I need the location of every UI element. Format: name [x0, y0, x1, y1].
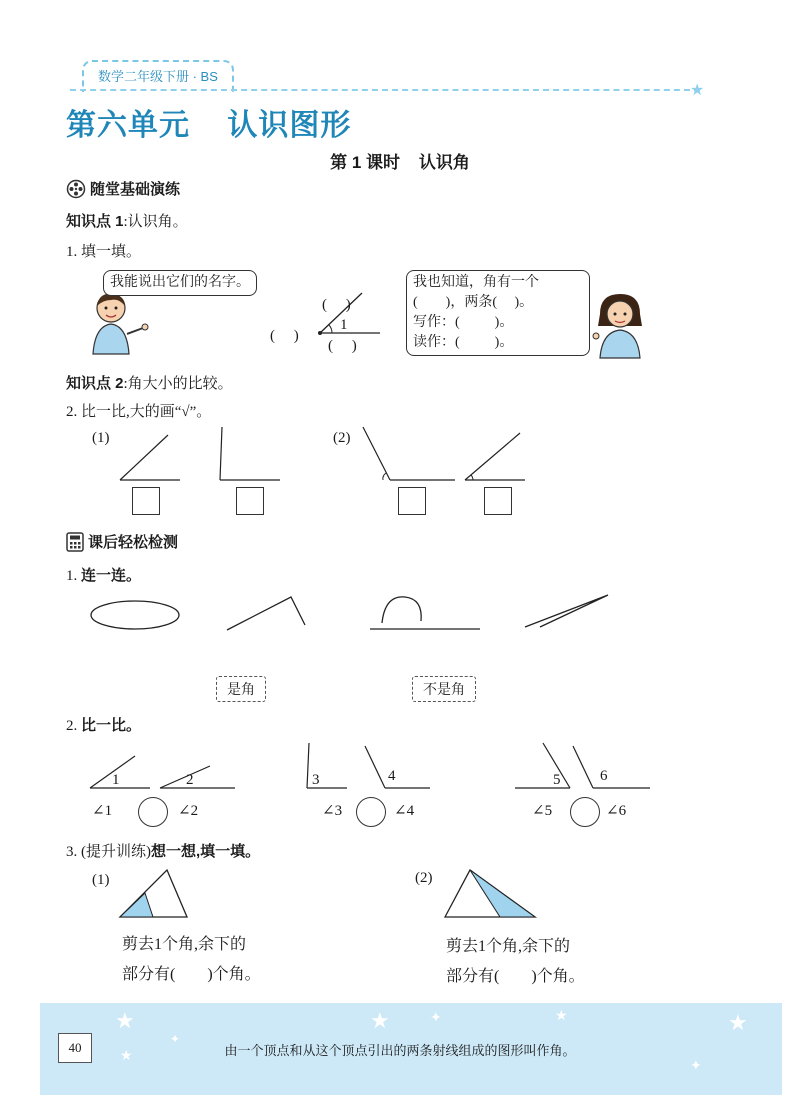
label-not-angle[interactable]: 不是角: [412, 676, 476, 702]
question-number: 2.: [66, 404, 78, 420]
check-box[interactable]: [398, 487, 426, 515]
question-number: 2.: [66, 718, 78, 734]
question-number: 3.: [66, 844, 78, 860]
part-label-2: (2): [333, 430, 351, 446]
question-1: [66, 240, 141, 261]
triangle-1: [115, 865, 195, 921]
bubble-line-2[interactable]: ( )，两条( )。: [413, 295, 534, 310]
compare-circle-3[interactable]: [570, 797, 600, 827]
compare-angles-part-1: [110, 425, 310, 490]
homework-question-3: [66, 840, 260, 861]
kp-label: 知识点 2: [66, 375, 124, 392]
part-label-1: (1): [92, 872, 110, 888]
section-heading-practice: [66, 178, 180, 199]
star-icon: ★: [370, 1008, 390, 1033]
q3-part2-line2[interactable]: 部分有( )个角。: [446, 968, 585, 985]
question-number: 1.: [66, 568, 78, 584]
section-title: 随堂基础演练: [90, 181, 181, 198]
triangle-2: [440, 865, 540, 921]
girl-illustration: [590, 292, 650, 360]
angle-label-1: 1: [112, 772, 120, 788]
blank-left[interactable]: ( ): [270, 328, 299, 344]
check-box[interactable]: [132, 487, 160, 515]
angle-label-4: 4: [388, 768, 396, 784]
part-label-1: (1): [92, 430, 110, 446]
angle-label-6: 6: [600, 768, 608, 784]
boy-speech-bubble: 我能说出它们的名字。: [103, 270, 257, 296]
angle-label-2: 2: [186, 772, 194, 788]
bubble-line-4[interactable]: 读作：( )。: [413, 335, 514, 350]
question-2: [66, 400, 211, 421]
angle-mark-label: 1: [340, 317, 348, 333]
question-text: 比一比,大的画“√”。: [81, 404, 212, 420]
header-divider: [70, 89, 700, 91]
compare-circle-1[interactable]: [138, 797, 168, 827]
part-label-2: (2): [415, 870, 433, 886]
knowledge-point-2: [66, 372, 233, 393]
bubble-line-1: 我也知道，角有一个: [413, 275, 539, 290]
angle-shape: [227, 597, 305, 630]
book-tab: 数学二年级下册 · BS: [82, 60, 234, 92]
girl-speech-bubble: [406, 270, 590, 356]
star-icon: ✦: [170, 1032, 181, 1046]
label-is-angle[interactable]: 是角: [216, 676, 266, 702]
page-number: 40: [58, 1033, 92, 1063]
compare-angles-part-2: [355, 425, 535, 490]
boy-illustration: [85, 290, 155, 360]
check-box[interactable]: [236, 487, 264, 515]
star-icon: ★: [115, 1008, 135, 1033]
film-reel-icon: [66, 179, 86, 199]
compare-circle-2[interactable]: [356, 797, 386, 827]
compare-right-2: ∠4: [394, 803, 415, 819]
curve-shape: [382, 597, 421, 623]
compare-numbered-angles: [85, 738, 655, 793]
homework-question-2: [66, 714, 141, 735]
star-icon: ★: [120, 1049, 133, 1064]
calculator-icon: [66, 532, 84, 552]
question-number: 1.: [66, 244, 78, 260]
compare-left-1: ∠1: [92, 803, 113, 819]
star-icon: ★: [555, 1009, 568, 1024]
question-text: 连一连。: [81, 567, 142, 584]
section-heading-homework: [66, 531, 178, 552]
star-icon: ✦: [430, 1011, 442, 1026]
blank-top[interactable]: ( ): [322, 297, 351, 313]
knowledge-point-1: [66, 210, 188, 231]
q3-part2-line1: 剪去1个角,余下的: [446, 938, 571, 955]
kp-label: 知识点 1: [66, 213, 124, 230]
star-icon: ★: [728, 1010, 748, 1035]
compare-right-3: ∠6: [606, 803, 627, 819]
section-title: 课后轻松检测: [88, 534, 179, 551]
kp-text: :角大小的比较。: [123, 376, 233, 392]
angle-label-3: 3: [312, 772, 320, 788]
kp-text: :认识角。: [123, 214, 188, 230]
star-icon: ✦: [690, 1059, 702, 1074]
question-text: 比一比。: [81, 717, 142, 734]
ellipse-shape: [91, 601, 179, 629]
homework-question-1: [66, 564, 141, 585]
unit-title: 第六单元 认识图形: [66, 109, 352, 142]
q3-part1-line2[interactable]: 部分有( )个角。: [122, 966, 261, 983]
narrow-angle-shape: [525, 595, 608, 627]
bubble-line-3[interactable]: 写作：( )。: [413, 315, 514, 330]
q3-part1-line1: 剪去1个角,余下的: [122, 936, 247, 953]
question-text: 填一填。: [81, 244, 142, 260]
compare-right-1: ∠2: [178, 803, 199, 819]
compare-left-2: ∠3: [322, 803, 343, 819]
connect-shapes: [85, 585, 645, 645]
check-box[interactable]: [484, 487, 512, 515]
star-icon: ★: [690, 82, 705, 99]
compare-left-3: ∠5: [532, 803, 553, 819]
lesson-title: 第 1 课时 认识角: [330, 153, 470, 172]
footer-definition: 由一个顶点和从这个顶点引出的两条射线组成的图形叫作角。: [224, 1043, 576, 1058]
question-text: 想一想,填一填。: [151, 843, 261, 860]
angle-label-5: 5: [553, 772, 561, 788]
blank-bottom[interactable]: ( ): [328, 338, 357, 354]
question-prefix: (提升训练): [81, 844, 151, 860]
